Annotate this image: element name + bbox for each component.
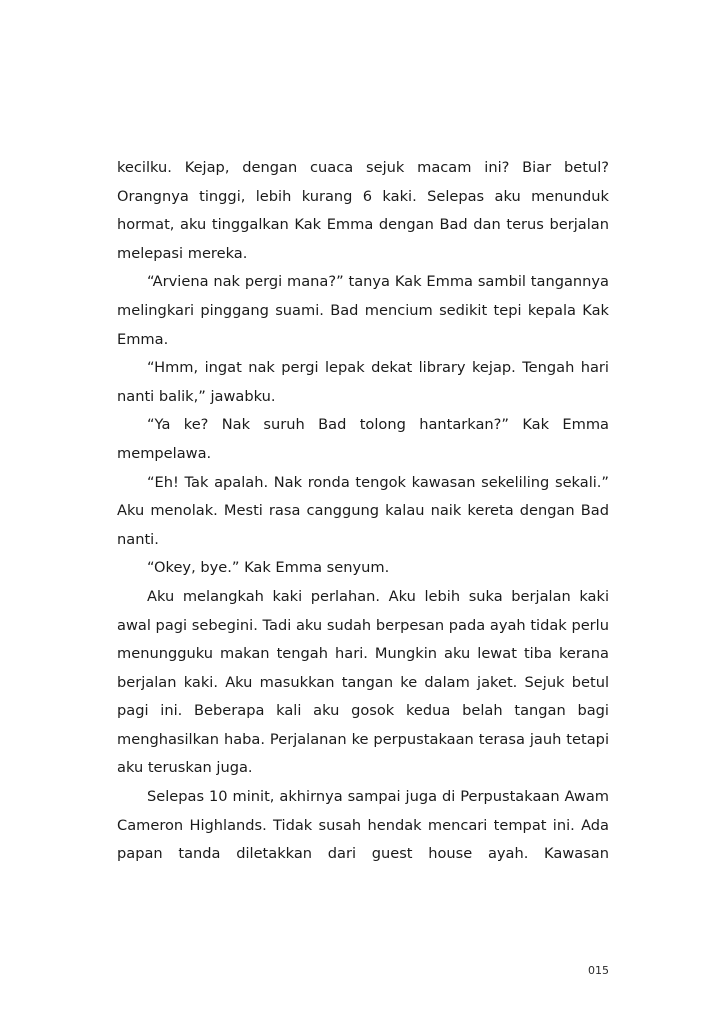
paragraph: “Eh! Tak apalah. Nak ronda tengok kawasan sekeliling sekali.” Aku menolak. Mesti rasa canggung kalau naik kereta dengan Bad nanti. (117, 473, 609, 548)
paragraph: “Okey, bye.” Kak Emma senyum. (147, 559, 390, 577)
paragraph: Selepas 10 minit, akhirnya sampai juga di Perpustakaan Awam Cameron Highlands. Tidak susah hendak mencari tempat ini. Ada papan tanda diletakkan dari guest house ayah. Kawasan (117, 788, 609, 863)
body-text (117, 154, 609, 869)
paragraph: “Ya ke? Nak suruh Bad tolong hantarkan?” Kak Emma mempelawa. (117, 416, 609, 462)
paragraph: “Arviena nak pergi mana?” tanya Kak Emma sambil tangannya melingkari pinggang suami. Bad mencium sedikit tepi kepala Kak Emma. (117, 273, 609, 348)
paragraph: Aku melangkah kaki perlahan. Aku lebih suka berjalan kaki awal pagi sebegini. Tadi aku sudah berpesan pada ayah tidak perlu menungguku makan tengah hari. Mungkin aku lewat tiba kerana berjalan kaki. Aku masukkan tangan ke dalam jaket. Sejuk betul pagi ini. Beberapa kali aku gosok kedua belah tangan bagi menghasilkan haba. Perjalanan ke perpustakaan terasa jauh tetapi aku teruskan juga. (117, 587, 609, 777)
paragraph: “Hmm, ingat nak pergi lepak dekat library kejap. Tengah hari nanti balik,” jawabku. (117, 359, 609, 405)
paragraph: kecilku. Kejap, dengan cuaca sejuk macam ini? Biar betul? Orangnya tinggi, lebih kurang 6 kaki. Selepas aku menunduk hormat, aku tinggalkan Kak Emma dengan Bad dan terus berjalan melepasi mereka. (117, 159, 609, 262)
page-number: 015 (588, 964, 609, 977)
